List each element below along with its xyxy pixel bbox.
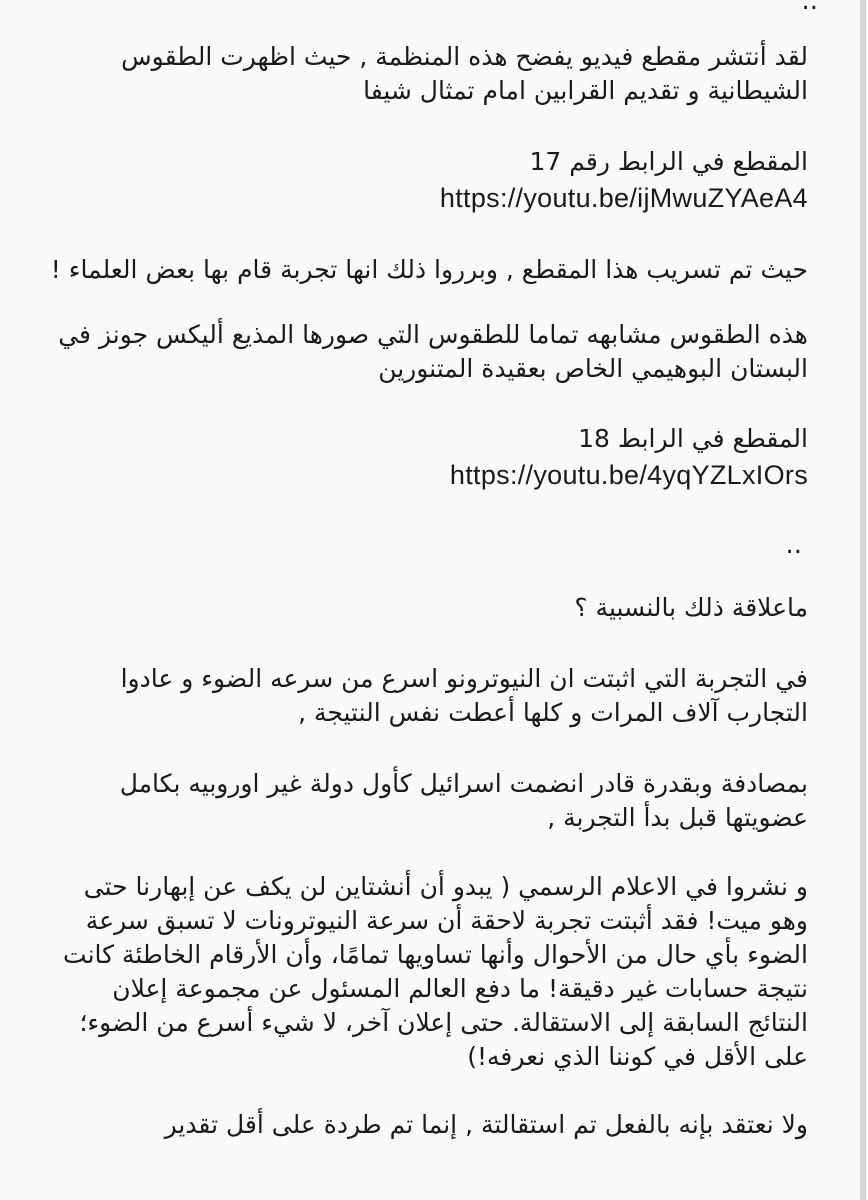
scrollbar[interactable] [860,0,866,1200]
text-line: التجارب آلاف المرات و كلها أعطت نفس النتيجة , [298,698,808,727]
text-line: البستان البوهيمي الخاص بعقيدة المتنورين [378,354,808,383]
paragraph-video-leak [60,40,808,108]
link-caption: المقطع في الرابط 18 [578,424,808,453]
paragraph-link-18 [60,422,808,494]
paragraph-leak-justification [50,253,808,287]
text-line: هذه الطقوس مشابهه تماما للطقوس التي صورها المذيع أليكس جونز في [58,320,808,349]
text-line: في التجربة التي اثبتت ان النيوترونو اسرع من سرعه الضوء و عادوا [120,664,808,693]
paragraph-israel-membership [60,767,808,835]
top-marks: .. [801,0,818,16]
text-line: نتيجة حسابات غير دقيقة! ما دفع العالم المسئول عن مجموعة إعلان [112,974,808,1003]
text-line: عضويتها قبل بدأ التجربة , [547,803,808,832]
text-line: وهو ميت! فقد أثبتت تجربة لاحقة أن سرعة النيوترونات لا تسبق سرعة [85,906,808,935]
text-line: حيث تم تسريب هذا المقطع , وبرروا ذلك انها تجربة قام بها بعض العلماء ! [50,255,808,284]
paragraph-link-17 [60,145,808,217]
paragraph-neutrino-experiment [60,662,808,730]
text-line: ولا نعتقد بإنه بالفعل تم استقالتة , إنما تم طردة على أقل تقدير [164,1110,808,1139]
youtube-link-18[interactable]: https://youtu.be/4yqYZLxIOrs [449,460,808,490]
youtube-link-17[interactable]: https://youtu.be/ijMwuZYAeA4 [439,183,808,213]
text-line: و نشروا في الاعلام الرسمي ( يبدو أن أنشتاين لن يكف عن إبهارنا حتى [83,872,808,901]
text-line: الشيطانية و تقديم القرابين امام تمثال شيفا [363,76,808,105]
text-line: لقد أنتشر مقطع فيديو يفضح هذه المنظمة , حيث اظهرت الطقوس [121,42,808,71]
text-line: على الأقل في كوننا الذي نعرفه!) [467,1042,808,1071]
paragraph-dismissal [60,1108,808,1142]
paragraph-official-media [60,870,808,1074]
text-line: النتائج السابقة إلى الاستقالة. حتى إعلان آخر، لا شيء أسرع من الضوء؛ [79,1008,808,1037]
paragraph-rituals-comparison [60,318,808,386]
separator-dots: .. [785,530,802,560]
link-caption: المقطع في الرابط رقم 17 [529,147,808,176]
text-line: ماعلاقة ذلك بالنسبية ؟ [574,593,808,622]
text-line: الضوء بأي حال من الأحوال وأنها تساويها تمامًا، وأن الأرقام الخاطئة كانت [63,940,808,969]
paragraph-relativity-question [60,591,808,625]
text-line: بمصادفة وبقدرة قادر انضمت اسرائيل كأول دولة غير اوروبيه بكامل [119,769,808,798]
